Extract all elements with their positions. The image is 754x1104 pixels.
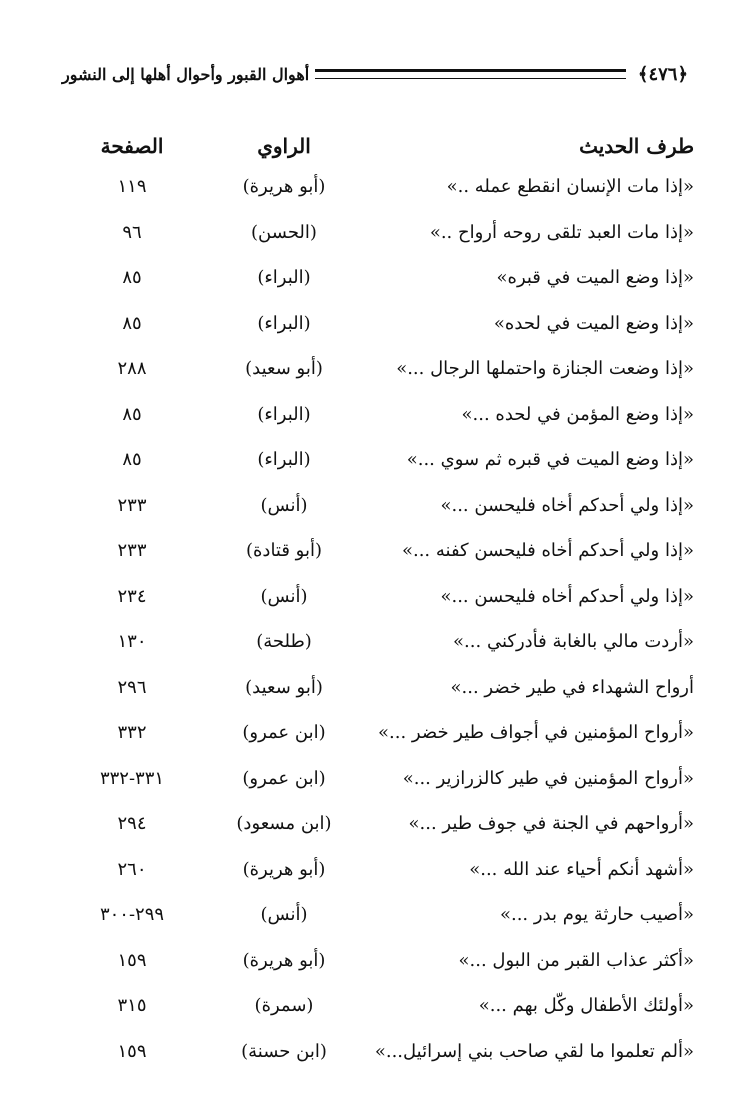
page-cell: ٢٣٤ [117, 585, 147, 607]
narrator-cell: (أبو قتادة) [245, 540, 323, 562]
table-row [60, 346, 694, 392]
hadith-index-table [60, 164, 694, 1074]
narrator-cell: (ابن عمرو) [242, 722, 326, 744]
page-cell: ٢٩٤ [117, 813, 147, 835]
hadith-cell: «ألم تعلموا ما لقي صاحب بني إسرائيل...» [374, 1040, 694, 1062]
table-row [60, 301, 694, 347]
narrator-cell: (ابن عمرو) [242, 767, 326, 789]
table-header [60, 130, 694, 162]
table-row [60, 938, 694, 984]
table-row [60, 801, 694, 847]
narrator-cell: (طلحة) [256, 631, 312, 653]
hadith-cell: أرواح الشهداء في طير خضر ...» [450, 676, 694, 698]
narrator-cell: (أبو هريرة) [242, 176, 326, 198]
page-cell: ٣٣١-٣٣٢ [99, 767, 165, 789]
narrator-cell: (أبو سعيد) [245, 676, 323, 698]
table-row [60, 756, 694, 802]
table-row [60, 1029, 694, 1075]
hadith-cell: «إذا وضع الميت في لحده» [493, 312, 694, 334]
page-cell: ٢٣٣ [117, 494, 147, 516]
hadith-cell: «إذا وضع الميت في قبره ثم سوي ...» [406, 449, 694, 471]
hadith-cell: «إذا ولي أحدكم أخاه فليحسن ...» [440, 585, 694, 607]
table-row [60, 847, 694, 893]
narrator-cell: (أبو هريرة) [242, 949, 326, 971]
page-cell: ٩٦ [122, 221, 142, 243]
page-cell: ٢٦٠ [117, 858, 147, 880]
hadith-cell: «إذا وضعت الجنازة واحتملها الرجال ...» [396, 358, 694, 380]
page-cell: ١٣٠ [117, 631, 147, 653]
page-cell: ١٥٩ [117, 949, 147, 971]
hadith-cell: «إذا ولي أحدكم أخاه فليحسن كفنه ...» [401, 540, 694, 562]
hadith-cell: «أولئك الأطفال وكّل بهم ...» [478, 995, 694, 1017]
table-row [60, 574, 694, 620]
narrator-cell: (ابن حسنة) [241, 1040, 327, 1062]
narrator-cell: (البراء) [257, 267, 311, 289]
column-header-page: الصفحة [100, 134, 164, 158]
hadith-cell: «أرواحهم في الجنة في جوف طير ...» [408, 813, 694, 835]
hadith-cell: «إذا مات العبد تلقى روحه أرواح ..» [429, 221, 694, 243]
narrator-cell: (ابن مسعود) [236, 813, 332, 835]
running-header [62, 54, 694, 94]
page-cell: ٣٣٢ [117, 722, 147, 744]
page-cell: ٢٨٨ [117, 358, 147, 380]
page-cell: ٨٥ [122, 449, 142, 471]
hadith-cell: «أردت مالي بالغابة فأدركني ...» [453, 631, 694, 653]
table-row [60, 983, 694, 1029]
narrator-cell: (أبو سعيد) [245, 358, 323, 380]
table-row [60, 483, 694, 529]
narrator-cell: (أبو هريرة) [242, 858, 326, 880]
page-cell: ٨٥ [122, 403, 142, 425]
table-row [60, 437, 694, 483]
narrator-cell: (أنس) [260, 585, 308, 607]
hadith-cell: «أشهد أنكم أحياء عند الله ...» [469, 858, 694, 880]
hadith-cell: «إذا وضع المؤمن في لحده ...» [461, 403, 694, 425]
table-row [60, 210, 694, 256]
page-cell: ٢٩٦ [117, 676, 147, 698]
narrator-cell: (الحسن) [251, 221, 317, 243]
running-title: أهوال القبور وأحوال أهلها إلى النشور [62, 64, 310, 84]
narrator-cell: (البراء) [257, 403, 311, 425]
page-cell: ١٥٩ [117, 1040, 147, 1062]
page-cell: ٢٩٩-٣٠٠ [99, 904, 165, 926]
table-row [60, 892, 694, 938]
hadith-cell: «أرواح المؤمنين في طير كالزرازير ...» [402, 767, 694, 789]
page-cell: ٨٥ [122, 312, 142, 334]
table-row [60, 164, 694, 210]
page-cell: ٨٥ [122, 267, 142, 289]
hadith-cell: «أكثر عذاب القبر من البول ...» [458, 949, 694, 971]
column-header-narrator: الراوي [257, 134, 311, 158]
page-cell: ٢٣٣ [117, 540, 147, 562]
column-header-hadith: طرف الحديث [579, 134, 694, 158]
table-row [60, 665, 694, 711]
table-row [60, 392, 694, 438]
hadith-cell: «إذا مات الإنسان انقطع عمله ..» [446, 176, 694, 198]
page-cell: ١١٩ [117, 176, 147, 198]
narrator-cell: (أنس) [260, 494, 308, 516]
narrator-cell: (سمرة) [254, 995, 314, 1017]
page-number: ﴿٤٧٦﴾ [637, 63, 688, 85]
hadith-cell: «إذا وضع الميت في قبره» [496, 267, 694, 289]
narrator-cell: (أنس) [260, 904, 308, 926]
hadith-cell: «أرواح المؤمنين في أجواف طير خضر ...» [378, 722, 694, 744]
table-row [60, 255, 694, 301]
narrator-cell: (البراء) [257, 312, 311, 334]
table-row [60, 528, 694, 574]
header-rule [315, 69, 626, 79]
narrator-cell: (البراء) [257, 449, 311, 471]
hadith-cell: «أصيب حارثة يوم بدر ...» [499, 904, 694, 926]
hadith-cell: «إذا ولي أحدكم أخاه فليحسن ...» [440, 494, 694, 516]
table-row [60, 710, 694, 756]
table-row [60, 619, 694, 665]
page-cell: ٣١٥ [117, 995, 147, 1017]
